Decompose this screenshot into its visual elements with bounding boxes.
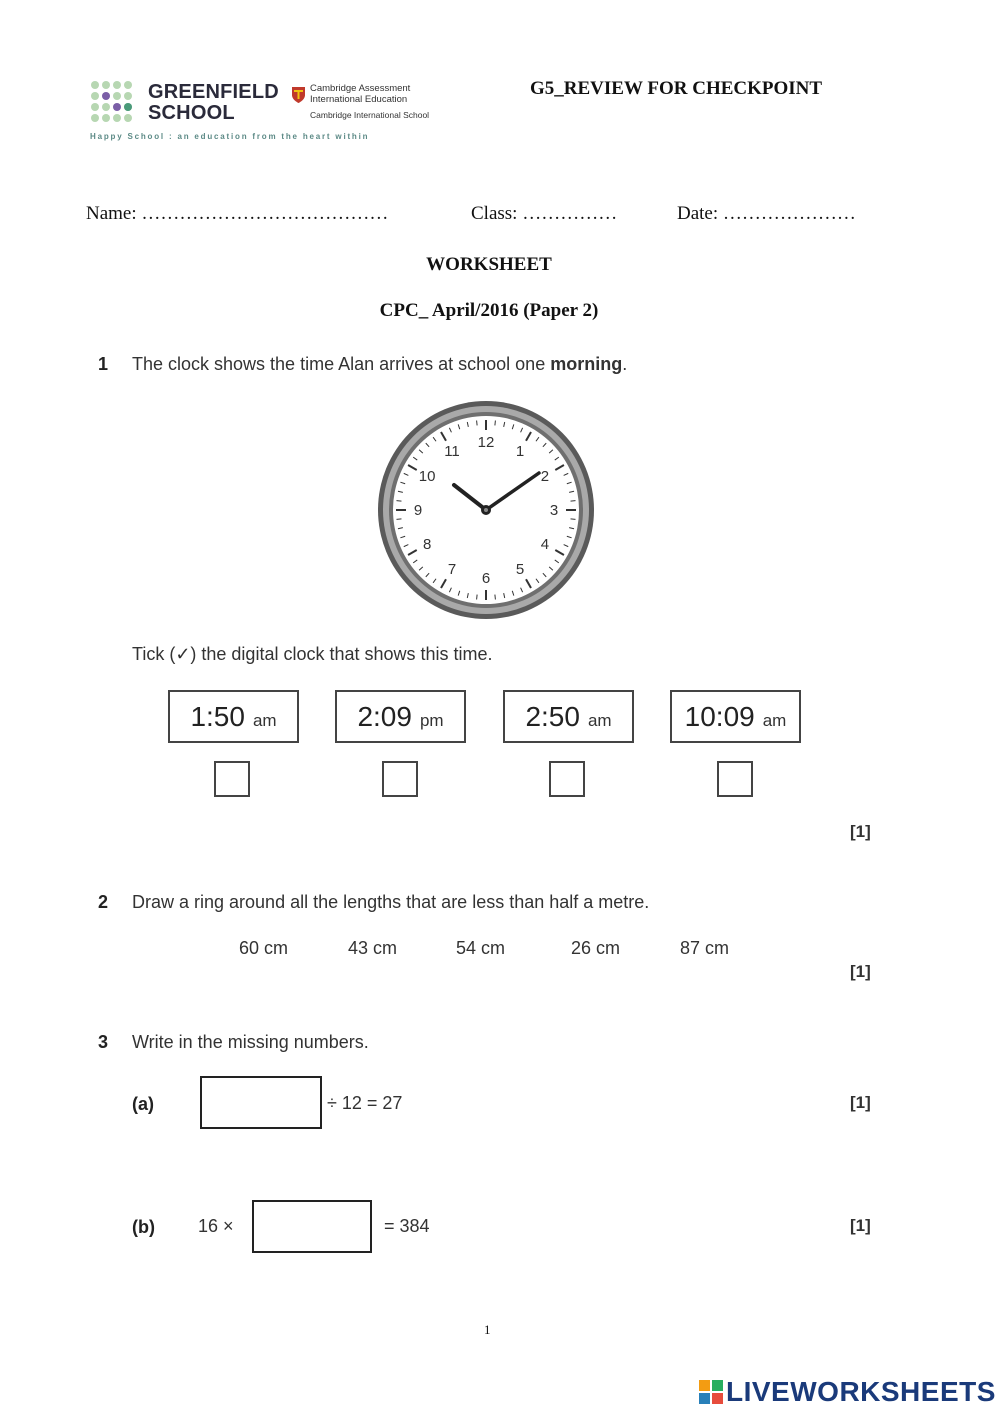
- digital-clock-period: am: [762, 710, 787, 730]
- question-3b-label: (b): [132, 1217, 155, 1237]
- school-tagline: Happy School : an education from the heart within: [90, 132, 370, 141]
- question-2-number: 2: [98, 892, 109, 912]
- tick-box-option-1[interactable]: [214, 761, 250, 797]
- clock-tick: [396, 519, 401, 520]
- tick-box-option-2[interactable]: [382, 761, 418, 797]
- liveworksheets-icon: [698, 1379, 724, 1405]
- clock-tick: [495, 595, 496, 600]
- clock-tick: [396, 501, 401, 502]
- question-3b-mark: [1]: [850, 1216, 871, 1235]
- clock-number: 12: [477, 434, 495, 451]
- page-number: 1: [484, 1322, 491, 1337]
- class-field: Class: ……………: [471, 203, 618, 224]
- clock-number: 9: [413, 502, 423, 519]
- clock-tick: [571, 501, 576, 502]
- question-3a-equation: ÷ 12 = 27: [327, 1093, 403, 1113]
- digital-clock-time: 1:50: [190, 700, 245, 732]
- clock-tick: [477, 595, 478, 600]
- length-option[interactable]: 43 cm: [348, 938, 398, 958]
- clock-number: 6: [481, 570, 491, 587]
- clock-number: 5: [515, 560, 525, 578]
- clock-number: 7: [447, 560, 457, 578]
- digital-clock-period: am: [587, 710, 612, 730]
- date-field: Date: …………………: [677, 203, 856, 224]
- tick-box-option-3[interactable]: [549, 761, 585, 797]
- clock-tick: [477, 420, 478, 425]
- analog-clock: [376, 398, 596, 620]
- document-title: G5_REVIEW FOR CHECKPOINT: [530, 78, 823, 99]
- school-name: GREENFIELD SCHOOL: [148, 81, 279, 124]
- cambridge-shield-icon: [291, 86, 306, 104]
- paper-subheading: CPC_ April/2016 (Paper 2): [379, 300, 599, 321]
- digital-clock-option-3: [503, 690, 634, 743]
- digital-clock-period: pm: [419, 710, 444, 730]
- liveworksheets-logo[interactable]: [698, 1376, 996, 1408]
- question-3a-label: (a): [132, 1094, 154, 1114]
- tick-box-option-4[interactable]: [717, 761, 753, 797]
- clock-number: 11: [444, 443, 460, 461]
- digital-clock-time: 10:09: [684, 700, 755, 732]
- length-option[interactable]: 26 cm: [571, 938, 621, 958]
- length-option[interactable]: 54 cm: [456, 938, 506, 958]
- question-3b-result: = 384: [384, 1216, 430, 1236]
- question-1-mark: [1]: [850, 822, 871, 841]
- length-option[interactable]: 87 cm: [680, 938, 730, 958]
- question-3-number: 3: [98, 1032, 109, 1052]
- question-1-text: The clock shows the time Alan arrives at school one morning.: [132, 354, 628, 374]
- clock-number: 1: [515, 443, 525, 461]
- digital-clock-option-1: [168, 690, 299, 743]
- clock-tick: [571, 519, 576, 520]
- liveworksheets-brand: LIVEWORKSHEETS: [726, 1376, 996, 1407]
- clock-number: 8: [422, 536, 432, 553]
- answer-box-3b[interactable]: [252, 1200, 372, 1253]
- school-logo-dots: [90, 80, 140, 130]
- question-1-instruction: Tick (✓) the digital clock that shows this time.: [132, 644, 493, 664]
- digital-clock-time: 2:50: [525, 700, 580, 732]
- answer-box-3a[interactable]: [200, 1076, 322, 1129]
- clock-tick: [495, 420, 496, 425]
- clock-number: 10: [418, 468, 436, 485]
- cambridge-logo-text: Cambridge Assessment International Education Cambridge International School: [310, 83, 430, 120]
- question-3b-multiplicand: 16 ×: [198, 1216, 234, 1236]
- digital-clock-option-4: [670, 690, 801, 743]
- question-1-number: 1: [98, 354, 109, 374]
- clock-number: 4: [540, 536, 550, 553]
- clock-number: 3: [549, 502, 559, 519]
- digital-clock-period: am: [252, 710, 277, 730]
- clock-number: 2: [540, 468, 550, 485]
- question-3a-mark: [1]: [850, 1093, 871, 1112]
- digital-clock-time: 2:09: [357, 700, 412, 732]
- digital-clock-option-2: [335, 690, 466, 743]
- question-3-text: Write in the missing numbers.: [132, 1032, 369, 1052]
- name-field: Name: …………………………………: [86, 203, 389, 224]
- length-option[interactable]: 60 cm: [239, 938, 289, 958]
- question-2-mark: [1]: [850, 962, 871, 981]
- question-2-text: Draw a ring around all the lengths that are less than half a metre.: [132, 892, 650, 912]
- worksheet-heading: WORKSHEET: [426, 254, 552, 275]
